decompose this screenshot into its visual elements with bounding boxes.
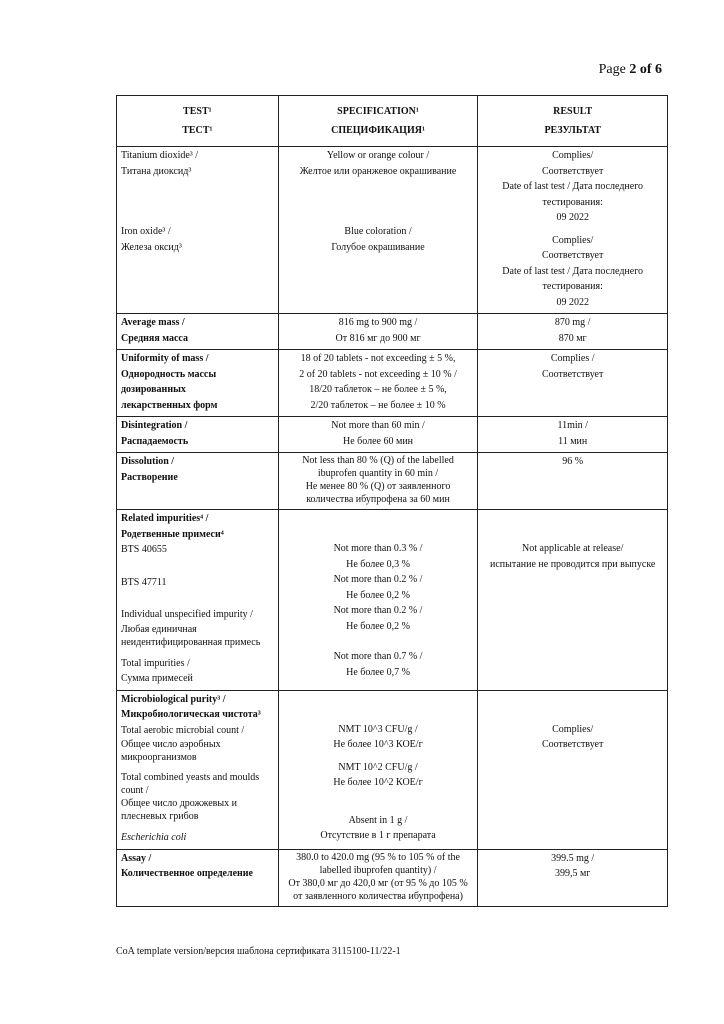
iron-test-ru: Железа оксид³ xyxy=(121,241,182,253)
assay-spec-3: От 380,0 мг до 420,0 мг (от 95 % до 105 % xyxy=(288,877,468,889)
dissolution-test-en: Dissolution / xyxy=(121,456,175,467)
assay-test-en: Assay / xyxy=(121,852,152,864)
colorants-result xyxy=(478,147,668,314)
avg-mass-test-en: Average mass / xyxy=(121,317,185,328)
iron-res-4: тестирования: xyxy=(542,281,603,292)
avg-mass-spec-en: 816 mg to 900 mg / xyxy=(338,317,418,328)
dissolution-res: 96 % xyxy=(562,456,584,467)
uniformity-spec-2: 2 of 20 tablets - not exceeding ± 10 % / xyxy=(299,368,457,380)
header-row xyxy=(117,96,668,147)
indiv-impurity-ru-1: Любая единичная xyxy=(121,623,197,635)
bts40655-spec-ru: Не более 0,3 % xyxy=(346,558,410,570)
spec-header xyxy=(278,96,478,147)
tamc-ru-2: микроорганизмов xyxy=(121,752,197,763)
ecoli-spec-en: Absent in 1 g / xyxy=(348,814,408,826)
page-label: Page xyxy=(598,62,626,77)
assay-res-en: 399.5 mg / xyxy=(551,852,595,864)
dissolution-spec-4: количества ибупрофена за 60 мин xyxy=(306,494,450,505)
tymc-spec-ru: Не более 10^2 КОЕ/г xyxy=(333,777,423,788)
ecoli-spec-ru: Отсутствие в 1 г препарата xyxy=(320,830,436,841)
avg-mass-test xyxy=(117,314,279,350)
average-mass-row xyxy=(117,314,668,350)
micro-res-1: Complies/ xyxy=(552,723,594,735)
related-title-en: Related impurities⁴ / xyxy=(121,513,209,524)
colorants-test xyxy=(117,147,279,314)
titanium-res-2: Соответствует xyxy=(542,165,604,177)
page-number xyxy=(599,62,662,78)
indiv-spec-en: Not more than 0.2 % / xyxy=(333,605,423,616)
dissolution-test-ru: Растворение xyxy=(121,471,178,483)
page-total: 6 xyxy=(655,62,662,77)
disintegration-spec-ru: Не более 60 мин xyxy=(343,435,414,447)
disintegration-test-ru: Распадаемость xyxy=(121,435,189,447)
disintegration-test-en: Disintegration / xyxy=(121,420,188,431)
tamc-ru-1: Общее число аэробных xyxy=(121,739,221,750)
dissolution-row xyxy=(117,453,668,510)
titanium-test-ru: Титана диоксид³ xyxy=(121,165,192,177)
uniformity-spec-4: 2/20 таблеток – не более ± 10 % xyxy=(310,399,446,411)
tymc-en-2: count / xyxy=(121,785,149,796)
indiv-impurity-en: Individual unspecified impurity / xyxy=(121,609,253,620)
avg-mass-res-ru: 870 мг xyxy=(558,332,587,344)
assay-spec xyxy=(278,849,478,906)
uniformity-test-2: Однородность массы xyxy=(121,368,217,380)
related-res-2: испытание не проводится при выпуске xyxy=(489,558,656,570)
disintegration-row xyxy=(117,417,668,453)
dissolution-result xyxy=(478,453,668,510)
assay-spec-1: 380.0 to 420.0 mg (95 % to 105 % of the xyxy=(296,851,460,863)
test-header-en: TEST¹ xyxy=(183,106,212,117)
dissolution-spec-2: ibuprofen quantity in 60 min / xyxy=(317,468,439,479)
iron-res-5: 09 2022 xyxy=(556,296,589,308)
dissolution-spec-1: Not less than 80 % (Q) of the labelled xyxy=(302,455,454,466)
assay-test-ru: Количественное определение xyxy=(121,868,253,879)
uniformity-test-3: дозированных xyxy=(121,384,186,395)
titanium-test-en: Titanium dioxide³ / xyxy=(121,150,199,161)
bts40655-label: BTS 40655 xyxy=(121,544,167,555)
disintegration-test xyxy=(117,417,279,453)
avg-mass-test-ru: Средняя масса xyxy=(121,332,188,344)
result-header-en: RESULT xyxy=(553,106,593,117)
uniformity-result xyxy=(478,350,668,417)
bts47711-spec-ru: Не более 0,2 % xyxy=(346,589,410,601)
uniformity-res-1: Complies / xyxy=(550,353,595,364)
titanium-spec-ru: Желтое или оранжевое окрашивание xyxy=(299,165,457,177)
tymc-en-1: Total combined yeasts and moulds xyxy=(121,772,260,783)
total-spec-ru: Не более 0,7 % xyxy=(346,666,410,678)
bts47711-label: BTS 47711 xyxy=(121,576,167,588)
spec-header-en: SPECIFICATION¹ xyxy=(337,106,419,117)
uniformity-test xyxy=(117,350,279,417)
assay-result xyxy=(478,849,668,906)
dissolution-spec xyxy=(278,453,478,510)
iron-res-1: Complies/ xyxy=(552,234,594,246)
titanium-res-5: 09 2022 xyxy=(556,212,589,223)
titanium-res-4: тестирования: xyxy=(542,196,603,208)
iron-spec-en: Blue coloration / xyxy=(344,226,412,237)
tymc-ru-2: плесневых грибов xyxy=(121,811,199,822)
assay-test xyxy=(117,849,279,906)
micro-title-en: Microbiological purity³ / xyxy=(121,693,226,705)
template-version-footer: CoA template version/версия шаблона сертификата 3115100-11/22-1 xyxy=(116,946,401,957)
total-impurities-ru: Сумма примесей xyxy=(121,673,193,684)
micro-spec xyxy=(278,690,478,849)
iron-test-en: Iron oxide³ / xyxy=(121,226,171,237)
bts47711-spec-en: Not more than 0.2 % / xyxy=(333,574,423,585)
micro-title-ru: Микробиологическая чистота³ xyxy=(121,709,261,720)
titanium-spec-en: Yellow or orange colour / xyxy=(326,150,430,161)
result-header-ru: РЕЗУЛЬТАТ xyxy=(544,125,601,136)
test-header xyxy=(117,96,279,147)
titanium-res-3: Date of last test / Дата последнего xyxy=(502,181,644,192)
total-impurities-en: Total impurities / xyxy=(121,657,190,669)
related-result xyxy=(478,510,668,691)
uniformity-spec-3: 18/20 таблеток – не более ± 5 %, xyxy=(309,384,447,395)
assay-row xyxy=(117,849,668,906)
avg-mass-result xyxy=(478,314,668,350)
iron-spec-ru: Голубое окрашивание xyxy=(331,241,425,253)
colorants-spec xyxy=(278,147,478,314)
indiv-spec-ru: Не более 0,2 % xyxy=(346,620,410,632)
uniformity-spec xyxy=(278,350,478,417)
assay-res-ru: 399,5 мг xyxy=(554,868,591,879)
uniformity-test-4: лекарственных форм xyxy=(121,399,218,411)
assay-spec-4: от заявленного количества ибупрофена) xyxy=(293,890,463,902)
total-spec-en: Not more than 0.7 % / xyxy=(333,651,423,662)
disintegration-spec xyxy=(278,417,478,453)
avg-mass-res-en: 870 mg / xyxy=(554,317,591,328)
page-current: 2 xyxy=(629,62,637,77)
tamc-spec-en: NMT 10^3 CFU/g / xyxy=(338,723,418,735)
uniformity-res-2: Соответствует xyxy=(542,368,604,380)
tymc-ru-1: Общее число дрожжевых и xyxy=(121,798,237,809)
disintegration-res-ru: 11 мин xyxy=(558,435,588,447)
tamc-en: Total aerobic microbial count / xyxy=(121,724,245,736)
uniformity-spec-1: 18 of 20 tablets - not exceeding ± 5 %, xyxy=(300,353,456,364)
indiv-impurity-ru-2: неидентифицированная примесь xyxy=(121,636,261,648)
avg-mass-spec xyxy=(278,314,478,350)
related-title-ru: Родетвенные примеси⁴ xyxy=(121,528,224,540)
micro-test xyxy=(117,690,279,849)
bts40655-spec-en: Not more than 0.3 % / xyxy=(333,543,423,554)
iron-res-2: Соответствует xyxy=(542,250,604,261)
assay-spec-2: labelled ibuprofen quantity) / xyxy=(319,864,437,876)
avg-mass-spec-ru: От 816 мг до 900 мг xyxy=(335,332,421,344)
uniformity-row xyxy=(117,350,668,417)
tamc-spec-ru: Не более 10^3 КОЕ/г xyxy=(333,739,423,750)
test-header-ru: ТЕСТ¹ xyxy=(182,125,213,136)
colorants-row xyxy=(117,147,668,314)
related-res-1: Not applicable at release/ xyxy=(522,543,624,554)
ecoli-label: Escherichia coli xyxy=(121,832,187,843)
micro-result xyxy=(478,690,668,849)
dissolution-spec-3: Не менее 80 % (Q) от заявленного xyxy=(305,481,451,492)
iron-res-3: Date of last test / Дата последнего xyxy=(502,265,644,277)
dissolution-test xyxy=(117,453,279,510)
micro-res-2: Соответствует xyxy=(542,739,604,750)
related-test xyxy=(117,510,279,691)
disintegration-spec-en: Not more than 60 min / xyxy=(331,420,425,431)
page-of: of xyxy=(639,62,652,77)
disintegration-res-en: 11min / xyxy=(557,420,588,431)
related-spec xyxy=(278,510,478,691)
tymc-spec-en: NMT 10^2 CFU/g / xyxy=(338,761,418,773)
related-impurities-row xyxy=(117,510,668,691)
titanium-res-1: Complies/ xyxy=(552,150,594,161)
certificate-table xyxy=(116,95,668,907)
microbiological-row xyxy=(117,690,668,849)
spec-header-ru: СПЕЦИФИКАЦИЯ¹ xyxy=(331,125,425,136)
result-header xyxy=(478,96,668,147)
uniformity-test-1: Uniformity of mass / xyxy=(121,353,209,364)
disintegration-result xyxy=(478,417,668,453)
